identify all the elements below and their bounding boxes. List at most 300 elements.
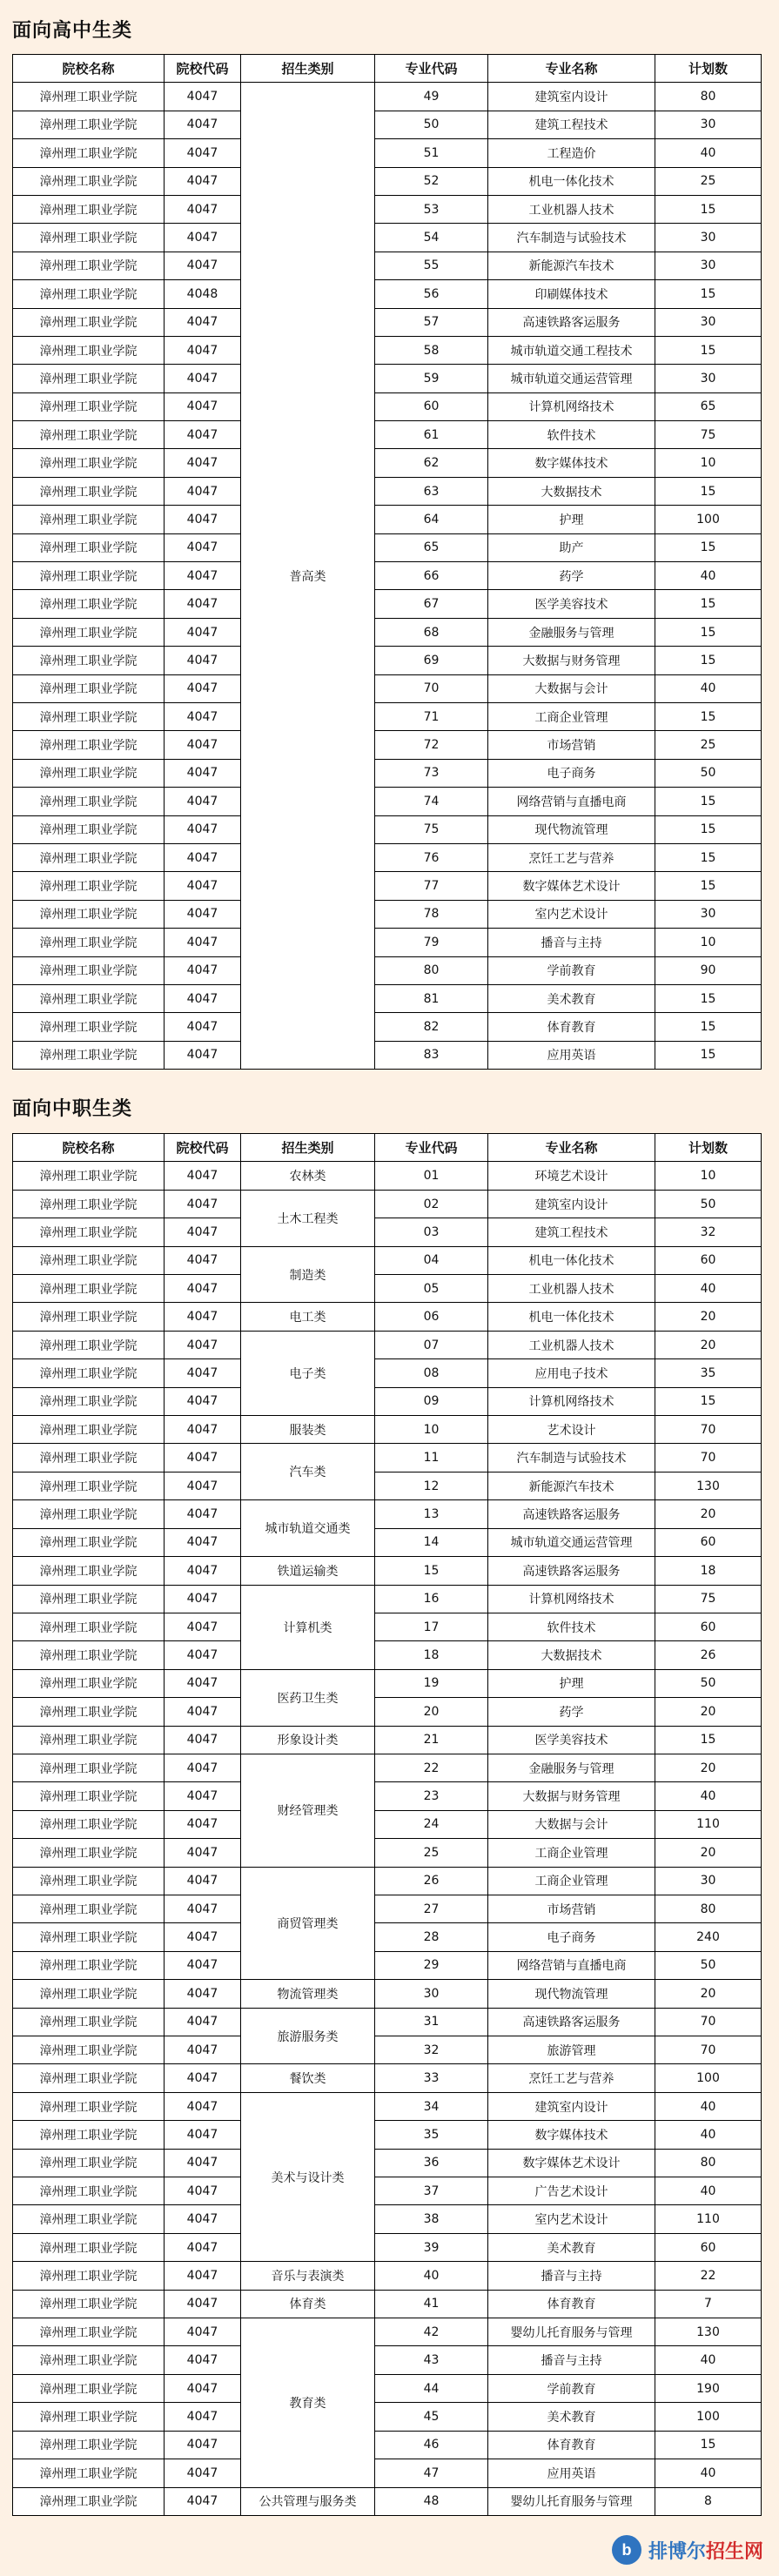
- major-name-cell: 工商企业管理: [488, 1839, 655, 1867]
- school-code-cell: 4047: [165, 1641, 241, 1669]
- plan-count-cell: 60: [655, 1613, 762, 1640]
- school-name-cell: 漳州理工职业学院: [13, 421, 165, 449]
- table-row: [13, 1810, 762, 1838]
- column-header: 计划数: [655, 55, 762, 83]
- major-name-cell: 工商企业管理: [488, 1867, 655, 1895]
- major-code-cell: 39: [375, 2233, 488, 2261]
- category-cell: 财经管理类: [241, 1754, 375, 1867]
- school-code-cell: 4047: [165, 111, 241, 138]
- school-name-cell: 漳州理工职业学院: [13, 2487, 165, 2515]
- school-code-cell: 4047: [165, 506, 241, 533]
- major-name-cell: 新能源汽车技术: [488, 252, 655, 279]
- major-code-cell: 34: [375, 2092, 488, 2120]
- plan-count-cell: 240: [655, 1923, 762, 1951]
- school-name-cell: 漳州理工职业学院: [13, 929, 165, 956]
- school-name-cell: 漳州理工职业学院: [13, 1867, 165, 1895]
- major-code-cell: 09: [375, 1387, 488, 1415]
- major-name-cell: 汽车制造与试验技术: [488, 1444, 655, 1472]
- major-name-cell: 新能源汽车技术: [488, 1472, 655, 1499]
- table-row: [13, 815, 762, 843]
- table-row: [13, 1303, 762, 1331]
- plan-count-cell: 110: [655, 1810, 762, 1838]
- table-row: [13, 2064, 762, 2092]
- major-name-cell: 计算机网络技术: [488, 1387, 655, 1415]
- school-code-cell: 4047: [165, 2205, 241, 2233]
- logo-text-red: 招生网: [705, 2540, 763, 2563]
- school-code-cell: 4047: [165, 1754, 241, 1781]
- table-row: [13, 900, 762, 928]
- school-code-cell: 4047: [165, 647, 241, 674]
- table-row: [13, 2008, 762, 2036]
- table-row: [13, 195, 762, 223]
- school-code-cell: 4047: [165, 2318, 241, 2346]
- major-code-cell: 83: [375, 1041, 488, 1069]
- major-code-cell: 01: [375, 1162, 488, 1190]
- plan-count-cell: 40: [655, 2459, 762, 2487]
- plan-count-cell: 60: [655, 2233, 762, 2261]
- category-cell: 餐饮类: [241, 2064, 375, 2092]
- plan-count-cell: 40: [655, 2346, 762, 2374]
- table-row: [13, 2346, 762, 2374]
- major-name-cell: 高速铁路客运服务: [488, 1557, 655, 1585]
- plan-count-cell: 15: [655, 533, 762, 561]
- major-code-cell: 66: [375, 562, 488, 590]
- table-row: [13, 2262, 762, 2290]
- category-cell: 铁道运输类: [241, 1557, 375, 1585]
- major-name-cell: 医学美容技术: [488, 1726, 655, 1754]
- plan-count-cell: 50: [655, 1669, 762, 1697]
- table-row: [13, 956, 762, 984]
- school-code-cell: 4047: [165, 2008, 241, 2036]
- school-code-cell: 4047: [165, 421, 241, 449]
- major-name-cell: 建筑工程技术: [488, 111, 655, 138]
- major-name-cell: 金融服务与管理: [488, 1754, 655, 1781]
- table-header-row: [13, 55, 762, 83]
- major-code-cell: 78: [375, 900, 488, 928]
- school-name-cell: 漳州理工职业学院: [13, 392, 165, 420]
- school-name-cell: 漳州理工职业学院: [13, 83, 165, 111]
- major-code-cell: 49: [375, 83, 488, 111]
- major-name-cell: 建筑室内设计: [488, 2092, 655, 2120]
- category-cell: 服装类: [241, 1416, 375, 1444]
- school-name-cell: 漳州理工职业学院: [13, 1980, 165, 2008]
- table-row: [13, 139, 762, 167]
- major-name-cell: 美术教育: [488, 984, 655, 1012]
- plan-count-cell: 35: [655, 1359, 762, 1387]
- major-name-cell: 应用英语: [488, 2459, 655, 2487]
- major-code-cell: 22: [375, 1754, 488, 1781]
- plan-count-cell: 15: [655, 477, 762, 505]
- table-row: [13, 2149, 762, 2177]
- plan-count-cell: 10: [655, 1162, 762, 1190]
- school-name-cell: 漳州理工职业学院: [13, 1472, 165, 1499]
- school-code-cell: 4047: [165, 815, 241, 843]
- plan-count-cell: 40: [655, 562, 762, 590]
- plan-count-cell: 40: [655, 2092, 762, 2120]
- school-code-cell: 4047: [165, 2036, 241, 2064]
- major-name-cell: 广告艺术设计: [488, 2177, 655, 2205]
- school-name-cell: 漳州理工职业学院: [13, 2177, 165, 2205]
- table-row: [13, 731, 762, 759]
- major-code-cell: 08: [375, 1359, 488, 1387]
- plan-count-cell: 40: [655, 139, 762, 167]
- plan-count-cell: 15: [655, 280, 762, 308]
- school-code-cell: 4047: [165, 618, 241, 646]
- major-code-cell: 18: [375, 1641, 488, 1669]
- table-row: [13, 1726, 762, 1754]
- table-row: [13, 562, 762, 590]
- table-row: [13, 2431, 762, 2459]
- table-row: [13, 2036, 762, 2064]
- category-cell: 计算机类: [241, 1585, 375, 1669]
- school-code-cell: 4047: [165, 336, 241, 364]
- school-code-cell: 4047: [165, 1013, 241, 1041]
- school-name-cell: 漳州理工职业学院: [13, 900, 165, 928]
- school-code-cell: 4047: [165, 2487, 241, 2515]
- plan-count-cell: 15: [655, 336, 762, 364]
- high-school-admission-table: [12, 54, 762, 1070]
- table-row: [13, 506, 762, 533]
- column-header: 专业名称: [488, 55, 655, 83]
- major-code-cell: 71: [375, 702, 488, 730]
- plan-count-cell: 32: [655, 1218, 762, 1246]
- major-name-cell: 旅游管理: [488, 2036, 655, 2064]
- school-name-cell: 漳州理工职业学院: [13, 1331, 165, 1358]
- school-code-cell: 4047: [165, 2290, 241, 2318]
- major-name-cell: 大数据与会计: [488, 1810, 655, 1838]
- plan-count-cell: 20: [655, 1331, 762, 1358]
- major-code-cell: 13: [375, 1500, 488, 1528]
- table-row: [13, 167, 762, 195]
- table-row: [13, 1839, 762, 1867]
- table-row: [13, 1246, 762, 1274]
- table-row: [13, 533, 762, 561]
- school-code-cell: 4047: [165, 533, 241, 561]
- major-code-cell: 56: [375, 280, 488, 308]
- category-cell: 教育类: [241, 2318, 375, 2487]
- school-name-cell: 漳州理工职业学院: [13, 2431, 165, 2459]
- plan-count-cell: 15: [655, 872, 762, 900]
- table-row: [13, 1013, 762, 1041]
- table-row: [13, 308, 762, 336]
- school-code-cell: 4047: [165, 1303, 241, 1331]
- category-cell: 美术与设计类: [241, 2092, 375, 2261]
- school-name-cell: 漳州理工职业学院: [13, 1190, 165, 1218]
- major-code-cell: 37: [375, 2177, 488, 2205]
- school-name-cell: 漳州理工职业学院: [13, 1951, 165, 1979]
- school-name-cell: 漳州理工职业学院: [13, 2205, 165, 2233]
- school-code-cell: 4047: [165, 1162, 241, 1190]
- school-code-cell: 4047: [165, 449, 241, 477]
- major-code-cell: 67: [375, 590, 488, 618]
- table-row: [13, 2290, 762, 2318]
- major-name-cell: 金融服务与管理: [488, 618, 655, 646]
- plan-count-cell: 60: [655, 1246, 762, 1274]
- school-name-cell: 漳州理工职业学院: [13, 195, 165, 223]
- school-name-cell: 漳州理工职业学院: [13, 2233, 165, 2261]
- major-code-cell: 19: [375, 1669, 488, 1697]
- major-code-cell: 15: [375, 1557, 488, 1585]
- school-code-cell: 4047: [165, 365, 241, 392]
- major-name-cell: 美术教育: [488, 2403, 655, 2431]
- major-name-cell: 美术教育: [488, 2233, 655, 2261]
- major-name-cell: 播音与主持: [488, 2346, 655, 2374]
- plan-count-cell: 80: [655, 1895, 762, 1922]
- major-name-cell: 电子商务: [488, 759, 655, 787]
- plan-count-cell: 50: [655, 759, 762, 787]
- school-name-cell: 漳州理工职业学院: [13, 1754, 165, 1781]
- major-name-cell: 数字媒体技术: [488, 2121, 655, 2149]
- school-name-cell: 漳州理工职业学院: [13, 336, 165, 364]
- plan-count-cell: 70: [655, 1416, 762, 1444]
- plan-count-cell: 70: [655, 2008, 762, 2036]
- plan-count-cell: 15: [655, 702, 762, 730]
- major-code-cell: 79: [375, 929, 488, 956]
- table-row: [13, 224, 762, 252]
- plan-count-cell: 30: [655, 224, 762, 252]
- table-row: [13, 2318, 762, 2346]
- school-code-cell: 4047: [165, 1867, 241, 1895]
- school-code-cell: 4047: [165, 2346, 241, 2374]
- major-code-cell: 59: [375, 365, 488, 392]
- plan-count-cell: 15: [655, 195, 762, 223]
- plan-count-cell: 30: [655, 365, 762, 392]
- table-row: [13, 2205, 762, 2233]
- school-name-cell: 漳州理工职业学院: [13, 815, 165, 843]
- school-name-cell: 漳州理工职业学院: [13, 1726, 165, 1754]
- table-row: [13, 929, 762, 956]
- school-code-cell: 4047: [165, 1980, 241, 2008]
- major-name-cell: 烹饪工艺与营养: [488, 2064, 655, 2092]
- major-name-cell: 机电一体化技术: [488, 167, 655, 195]
- school-code-cell: 4047: [165, 2092, 241, 2120]
- school-code-cell: 4047: [165, 139, 241, 167]
- major-name-cell: 软件技术: [488, 1613, 655, 1640]
- major-code-cell: 06: [375, 1303, 488, 1331]
- school-name-cell: 漳州理工职业学院: [13, 731, 165, 759]
- school-name-cell: 漳州理工职业学院: [13, 1500, 165, 1528]
- school-code-cell: 4047: [165, 2233, 241, 2261]
- major-code-cell: 32: [375, 2036, 488, 2064]
- category-cell: 土木工程类: [241, 1190, 375, 1246]
- major-code-cell: 63: [375, 477, 488, 505]
- major-name-cell: 工业机器人技术: [488, 1275, 655, 1303]
- major-name-cell: 工程造价: [488, 139, 655, 167]
- category-cell: 音乐与表演类: [241, 2262, 375, 2290]
- school-name-cell: 漳州理工职业学院: [13, 1641, 165, 1669]
- school-code-cell: 4047: [165, 1557, 241, 1585]
- category-cell: 形象设计类: [241, 1726, 375, 1754]
- school-name-cell: 漳州理工职业学院: [13, 280, 165, 308]
- plan-count-cell: 26: [655, 1641, 762, 1669]
- table-row: [13, 1867, 762, 1895]
- school-code-cell: 4047: [165, 1218, 241, 1246]
- major-code-cell: 54: [375, 224, 488, 252]
- major-code-cell: 30: [375, 1980, 488, 2008]
- major-code-cell: 82: [375, 1013, 488, 1041]
- major-code-cell: 44: [375, 2374, 488, 2402]
- school-name-cell: 漳州理工职业学院: [13, 1557, 165, 1585]
- school-code-cell: 4047: [165, 956, 241, 984]
- major-code-cell: 23: [375, 1782, 488, 1810]
- major-name-cell: 电子商务: [488, 1923, 655, 1951]
- major-name-cell: 应用电子技术: [488, 1359, 655, 1387]
- school-code-cell: 4047: [165, 2403, 241, 2431]
- school-code-cell: 4047: [165, 1810, 241, 1838]
- major-name-cell: 应用英语: [488, 1041, 655, 1069]
- category-cell: 制造类: [241, 1246, 375, 1303]
- major-code-cell: 02: [375, 1190, 488, 1218]
- column-header: 院校代码: [165, 1134, 241, 1162]
- school-code-cell: 4047: [165, 1669, 241, 1697]
- plan-count-cell: 130: [655, 1472, 762, 1499]
- major-name-cell: 市场营销: [488, 1895, 655, 1922]
- major-name-cell: 环境艺术设计: [488, 1162, 655, 1190]
- school-name-cell: 漳州理工职业学院: [13, 788, 165, 815]
- school-name-cell: 漳州理工职业学院: [13, 1162, 165, 1190]
- school-name-cell: 漳州理工职业学院: [13, 2403, 165, 2431]
- table-row: [13, 252, 762, 279]
- plan-count-cell: 15: [655, 1726, 762, 1754]
- school-code-cell: 4047: [165, 1041, 241, 1069]
- plan-count-cell: 20: [655, 1500, 762, 1528]
- table-row: [13, 1500, 762, 1528]
- major-name-cell: 城市轨道交通工程技术: [488, 336, 655, 364]
- school-code-cell: 4047: [165, 759, 241, 787]
- plan-count-cell: 15: [655, 1013, 762, 1041]
- school-name-cell: 漳州理工职业学院: [13, 1613, 165, 1640]
- table-row: [13, 674, 762, 702]
- table-row: [13, 1416, 762, 1444]
- logo-text-blue: 排博尔: [648, 2540, 706, 2563]
- plan-count-cell: 100: [655, 2403, 762, 2431]
- plan-count-cell: 80: [655, 83, 762, 111]
- major-name-cell: 播音与主持: [488, 929, 655, 956]
- category-cell: 旅游服务类: [241, 2008, 375, 2064]
- section-title-high-school: 面向高中生类: [12, 20, 133, 42]
- school-name-cell: 漳州理工职业学院: [13, 1246, 165, 1274]
- school-name-cell: 漳州理工职业学院: [13, 1444, 165, 1472]
- school-name-cell: 漳州理工职业学院: [13, 1810, 165, 1838]
- major-name-cell: 工业机器人技术: [488, 195, 655, 223]
- school-name-cell: 漳州理工职业学院: [13, 1303, 165, 1331]
- table-row: [13, 1359, 762, 1387]
- plan-count-cell: 90: [655, 956, 762, 984]
- plan-count-cell: 15: [655, 1387, 762, 1415]
- major-code-cell: 41: [375, 2290, 488, 2318]
- major-name-cell: 护理: [488, 1669, 655, 1697]
- column-header: 院校名称: [13, 55, 165, 83]
- major-code-cell: 65: [375, 533, 488, 561]
- school-name-cell: 漳州理工职业学院: [13, 674, 165, 702]
- school-code-cell: 4047: [165, 2374, 241, 2402]
- school-code-cell: 4047: [165, 1444, 241, 1472]
- school-code-cell: 4047: [165, 83, 241, 111]
- table-row: [13, 336, 762, 364]
- table-row: [13, 2403, 762, 2431]
- table-row: [13, 1754, 762, 1781]
- column-header: 专业代码: [375, 55, 488, 83]
- major-name-cell: 印刷媒体技术: [488, 280, 655, 308]
- column-header: 招生类别: [241, 55, 375, 83]
- school-name-cell: 漳州理工职业学院: [13, 2374, 165, 2402]
- school-code-cell: 4047: [165, 224, 241, 252]
- school-name-cell: 漳州理工职业学院: [13, 449, 165, 477]
- major-name-cell: 机电一体化技术: [488, 1303, 655, 1331]
- major-name-cell: 医学美容技术: [488, 590, 655, 618]
- plan-count-cell: 15: [655, 984, 762, 1012]
- plan-count-cell: 15: [655, 647, 762, 674]
- major-code-cell: 31: [375, 2008, 488, 2036]
- major-code-cell: 04: [375, 1246, 488, 1274]
- category-cell: 体育类: [241, 2290, 375, 2318]
- school-code-cell: 4048: [165, 280, 241, 308]
- table-header-row: [13, 1134, 762, 1162]
- school-code-cell: 4047: [165, 2121, 241, 2149]
- table-row: [13, 1041, 762, 1069]
- school-code-cell: 4047: [165, 1726, 241, 1754]
- major-code-cell: 55: [375, 252, 488, 279]
- table-row: [13, 1980, 762, 2008]
- major-name-cell: 计算机网络技术: [488, 392, 655, 420]
- major-code-cell: 28: [375, 1923, 488, 1951]
- table-row: [13, 1275, 762, 1303]
- school-code-cell: 4047: [165, 674, 241, 702]
- table-row: [13, 618, 762, 646]
- major-name-cell: 高速铁路客运服务: [488, 2008, 655, 2036]
- school-code-cell: 4047: [165, 2459, 241, 2487]
- plan-count-cell: 70: [655, 2036, 762, 2064]
- table-row: [13, 2177, 762, 2205]
- school-code-cell: 4047: [165, 900, 241, 928]
- table-row: [13, 1190, 762, 1218]
- plan-count-cell: 18: [655, 1557, 762, 1585]
- school-code-cell: 4047: [165, 2431, 241, 2459]
- plan-count-cell: 40: [655, 1275, 762, 1303]
- school-name-cell: 漳州理工职业学院: [13, 1041, 165, 1069]
- plan-count-cell: 20: [655, 1698, 762, 1726]
- plan-count-cell: 15: [655, 788, 762, 815]
- school-name-cell: 漳州理工职业学院: [13, 1359, 165, 1387]
- school-name-cell: 漳州理工职业学院: [13, 956, 165, 984]
- major-name-cell: 工业机器人技术: [488, 1331, 655, 1358]
- major-code-cell: 21: [375, 1726, 488, 1754]
- plan-count-cell: 50: [655, 1951, 762, 1979]
- school-code-cell: 4047: [165, 1190, 241, 1218]
- school-name-cell: 漳州理工职业学院: [13, 2121, 165, 2149]
- major-name-cell: 播音与主持: [488, 2262, 655, 2290]
- major-name-cell: 大数据与会计: [488, 674, 655, 702]
- major-code-cell: 16: [375, 1585, 488, 1613]
- category-cell: 商贸管理类: [241, 1867, 375, 1980]
- plan-count-cell: 15: [655, 843, 762, 871]
- school-code-cell: 4047: [165, 1500, 241, 1528]
- school-code-cell: 4047: [165, 788, 241, 815]
- school-name-cell: 漳州理工职业学院: [13, 1782, 165, 1810]
- major-name-cell: 体育教育: [488, 1013, 655, 1041]
- major-code-cell: 51: [375, 139, 488, 167]
- vocational-admission-table: [12, 1133, 762, 2516]
- major-code-cell: 50: [375, 111, 488, 138]
- school-code-cell: 4047: [165, 167, 241, 195]
- major-name-cell: 机电一体化技术: [488, 1246, 655, 1274]
- major-name-cell: 大数据与财务管理: [488, 1782, 655, 1810]
- major-code-cell: 42: [375, 2318, 488, 2346]
- plan-count-cell: 70: [655, 1444, 762, 1472]
- school-code-cell: 4047: [165, 1275, 241, 1303]
- plan-count-cell: 190: [655, 2374, 762, 2402]
- school-name-cell: 漳州理工职业学院: [13, 2036, 165, 2064]
